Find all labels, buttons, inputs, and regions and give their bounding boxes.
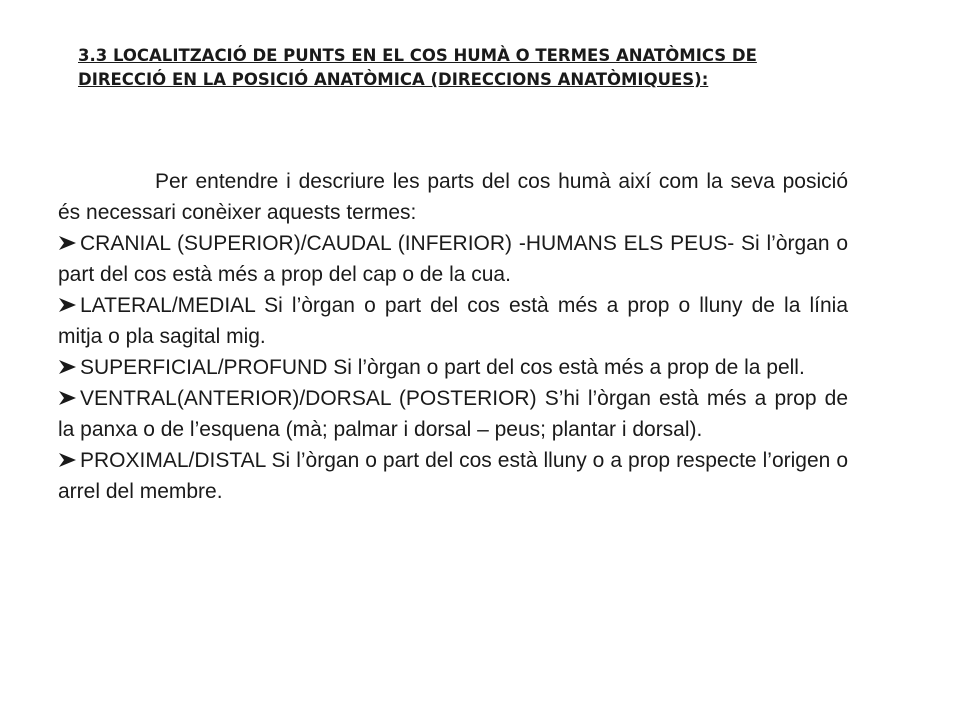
- list-item: [58, 228, 848, 290]
- slide-body: [58, 166, 848, 507]
- list-item-text: LATERAL/MEDIAL Si l’òrgan o part del cos està més a prop o lluny de la línia mitja o pla sagital mig.: [58, 294, 848, 348]
- slide-title: 3.3 LOCALITZACIÓ DE PUNTS EN EL COS HUMÀ O TERMES ANATÒMICS DE DIRECCIÓ EN LA POSICIÓ ANATÒMICA (DIRECCIONS ANATÒMIQUES):: [78, 46, 757, 89]
- arrowhead-bullet-icon: [58, 235, 77, 251]
- list-item-text: CRANIAL (SUPERIOR)/CAUDAL (INFERIOR) -HUMANS ELS PEUS- Si l’òrgan o part del cos està més a prop del cap o de la cua.: [58, 232, 848, 286]
- arrowhead-bullet-icon: [58, 452, 77, 468]
- arrowhead-bullet-icon: [58, 390, 77, 406]
- list-item-text: SUPERFICIAL/PROFUND Si l’òrgan o part del cos està més a prop de la pell.: [80, 356, 805, 379]
- list-item: [58, 352, 848, 383]
- list-item-text: PROXIMAL/DISTAL Si l’òrgan o part del cos està lluny o a prop respecte l’origen o arrel del membre.: [58, 449, 848, 503]
- arrowhead-bullet-icon: [58, 359, 77, 375]
- arrowhead-bullet-icon: [58, 297, 77, 313]
- list-item: [58, 383, 848, 445]
- list-item: [58, 445, 848, 507]
- terms-list: [58, 228, 848, 507]
- list-item: [58, 290, 848, 352]
- list-item-text: VENTRAL(ANTERIOR)/DORSAL (POSTERIOR) S’hi l’òrgan està més a prop de la panxa o de l’esquena (mà; palmar i dorsal – peus; plantar i dorsal).: [58, 387, 848, 441]
- intro-paragraph: Per entendre i descriure les parts del cos humà així com la seva posició és necessari conèixer aquests termes:: [58, 170, 848, 224]
